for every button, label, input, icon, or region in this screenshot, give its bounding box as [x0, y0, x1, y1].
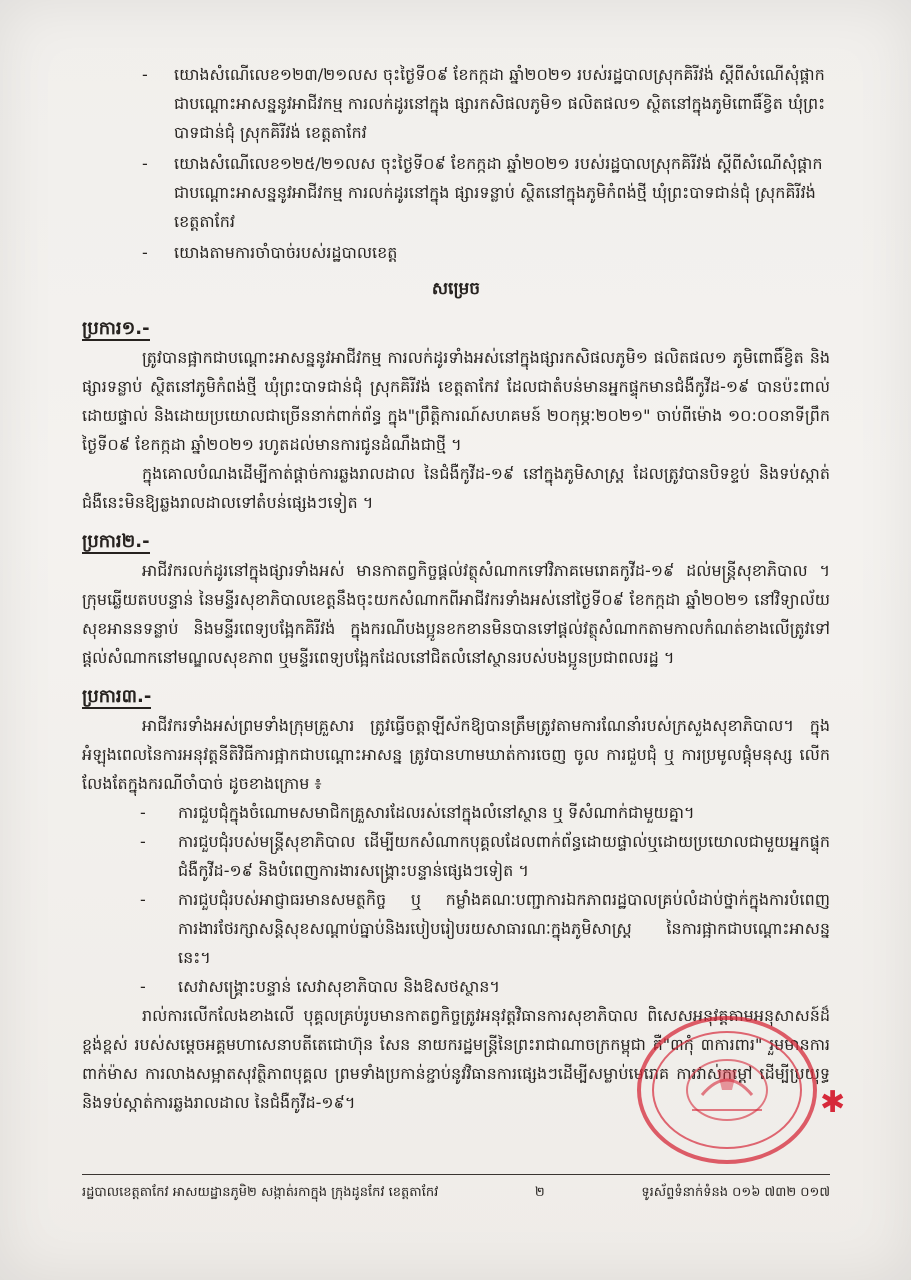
official-seal-icon [632, 1010, 822, 1170]
article-1-title: ប្រការ១.- [82, 318, 150, 339]
footer-address: រដ្ឋបាលខេត្តតាកែវ អាសយដ្ឋានភូមិ២ សង្កាត់រកាក្នុង ក្រុងដូនកែវ ខេត្តតាកែវ [82, 1185, 439, 1200]
page-number: ២ [534, 1185, 545, 1200]
article-2-title: ប្រការ២.- [82, 531, 150, 552]
article-1-paragraph-2: ក្នុងគោលបំណងដើម្បីកាត់ផ្ដាច់ការឆ្លងរាលដាល នៃជំងឺកូវីដ-១៩ នៅក្នុងភូមិសាស្ត្រ ដែលត្រូវបានបិទខ្ទប់ និងទប់ស្កាត់ជំងឺនេះមិនឱ្យឆ្លងរាលដាលទៅតំបន់ផ្សេងៗទៀត ។ [82, 464, 830, 512]
list-item: - ការជួបជុំរបស់អាជ្ញាធរមានសមត្ថកិច្ច ឬ កម្លាំងគណៈបញ្ជាការឯកភាពរដ្ឋបាលគ្រប់លំដាប់ថ្នាក់ក្នុងការបំពេញការងារថែរក្សាសន្តិសុខសណ្តាប់ធ្នាប់និងរបៀបរៀបរយសាធារណៈក្នុងភូមិសាស្ត្រ នៃការផ្អាកជាបណ្ដោះអាសន្ននេះ។ [82, 885, 830, 972]
decision-title: សម្រេច [431, 279, 481, 299]
reference-text-1: យោងសំណើលេខ១២៣/២១លស ចុះថ្ងៃទី០៩ ខែកក្កដា ឆ្នាំ២០២១ របស់រដ្ឋបាលស្រុកគិរីវង់ ស្តីពីសំណើសុំផ្ដាកជាបណ្ដោះអាសន្ននូវអាជីវកម្ម ការលក់ដូរនៅក្នុង ផ្សារកសិផលភូមិ១ ផលិតផល១ ស្ថិតនៅក្នុងភូមិពោធិ៍ខ្វិត ឃុំព្រះបាទជាន់ជុំ ស្រុកគិរីវង់ ខេត្តតាកែវ [174, 65, 826, 142]
article-2-paragraph-1: អាជីវករលក់ដូរនៅក្នុងផ្សារទាំងអស់ មានកាតព្វកិច្ចផ្ដល់វត្ថុសំណាកទៅវិភាគមេរោគកូវីដ-១៩ ដល់មន្ត្រីសុខាភិបាល ។ ក្រុមឆ្លើយតបបន្ទាន់ នៃមន្ទីរសុខាភិបាលខេត្តនឹងចុះយកសំណាកពីអាជីវករទាំងអស់នៅថ្ងៃទី០៩ ខែកក្កដា ឆ្នាំ២០២១ នៅវិទ្យាល័យសុខអាននទន្លាប់ និងមន្ទីរពេទ្យបង្អែកគិរីវង់ ក្នុងករណីបងប្អូនខកខានមិនបានទៅផ្ដល់វត្ថុសំណាកតាមកាលកំណត់ខាងលើត្រូវទៅផ្ដល់សំណាកនៅមណ្ឌលសុខភាព ឬមន្ទីរពេទ្យបង្អែកដែលនៅជិតលំនៅស្ថានរបស់បងប្អូនប្រជាពលរដ្ឋ ។ [82, 561, 830, 667]
article-3-paragraph-2: រាល់ការលើកលែងខាងលើ បុគ្គលគ្រប់រូបមានកាតព្វកិច្ចត្រូវអនុវត្តវិធានការសុខាភិបាល ពិសេសអនុវត្តតាមអនុសាសន៍ដ៏ខ្ពង់ខ្ពស់ របស់សម្ដេចអគ្គមហាសេនាបតីតេជោហ៊ុន សែន នាយករដ្ឋមន្ត្រីនៃព្រះរាជាណាចក្រកម្ពុជា គឺ"៣កុំ ៣ការពារ" រួមមានការពាក់ម៉ាស ការលាងសម្អាតសុវត្ថិភាពបុគ្គល ព្រមទាំងប្រកាន់ខ្ជាប់នូវវិធានការផ្សេងៗដើម្បីសម្លាប់មេរោគ ការវាស់កម្ដៅ ដើម្បីប្រយុទ្ធនិងទប់ស្កាត់ការឆ្លងរាលដាល នៃជំងឺកូវីដ-១៩។ [82, 1006, 830, 1112]
exception-item-2: ការជួបជុំរបស់មន្ត្រីសុខាភិបាល ដើម្បីយកសំណាកបុគ្គលដែលពាក់ព័ន្ធដោយផ្ទាល់ឬដោយប្រយោលជាមួយអ្នកផ្ទុកជំងឺកូវីដ-១៩ និងបំពេញការងារសង្គ្រោះបន្ទាន់ផ្សេងៗទៀត ។ [178, 832, 830, 880]
list-item: - ការជួបជុំរបស់មន្ត្រីសុខាភិបាល ដើម្បីយកសំណាកបុគ្គលដែលពាក់ព័ន្ធដោយផ្ទាល់ឬដោយប្រយោលជាមួយអ្នកផ្ទុកជំងឺកូវីដ-១៩ និងបំពេញការងារសង្គ្រោះបន្ទាន់ផ្សេងៗទៀត ។ [82, 827, 830, 885]
footer-phone: ទូរស័ព្ទទំនាក់ទំនង ០១៦ ៧៣២ ០១៧ [641, 1185, 830, 1200]
exception-item-4: សេវាសង្គ្រោះបន្ទាន់ សេវាសុខាភិបាល និងឱសថស្ថាន។ [178, 977, 500, 996]
exception-item-3: ការជួបជុំរបស់អាជ្ញាធរមានសមត្ថកិច្ច ឬ កម្លាំងគណៈបញ្ជាការឯកភាពរដ្ឋបាលគ្រប់លំដាប់ថ្នាក់ក្នុងការបំពេញការងារថែរក្សាសន្តិសុខសណ្តាប់ធ្នាប់និងរបៀបរៀបរយសាធារណៈក្នុងភូមិសាស្ត្រ នៃការផ្អាកជាបណ្ដោះអាសន្ននេះ។ [178, 890, 830, 967]
reference-bullet: - យោងសំណើលេខ១២៥/២១លស ចុះថ្ងៃទី០៩ ខែកក្កដា ឆ្នាំ២០២១ របស់រដ្ឋបាលស្រុកគិរីវង់ ស្តីពីសំណើសុំផ្ដាកជាបណ្ដោះអាសន្ននូវអាជីវកម្ម ការលក់ដូរនៅក្នុង ផ្សារទន្លាប់ ស្ថិតនៅក្នុងភូមិកំពង់ថ្មី ឃុំព្រះបាទជាន់ជុំ ស្រុកគិរីវង់ ខេត្តតាកែវ [82, 149, 830, 236]
reference-bullet: - យោងសំណើលេខ១២៣/២១លស ចុះថ្ងៃទី០៩ ខែកក្កដា ឆ្នាំ២០២១ របស់រដ្ឋបាលស្រុកគិរីវង់ ស្តីពីសំណើសុំផ្ដាកជាបណ្ដោះអាសន្ននូវអាជីវកម្ម ការលក់ដូរនៅក្នុង ផ្សារកសិផលភូមិ១ ផលិតផល១ ស្ថិតនៅក្នុងភូមិពោធិ៍ខ្វិត ឃុំព្រះបាទជាន់ជុំ ស្រុកគិរីវង់ ខេត្តតាកែវ [82, 60, 830, 147]
reference-bullet: - យោងតាមការចាំបាច់របស់រដ្ឋបាលខេត្ត [82, 238, 830, 267]
document-body [82, 60, 830, 1117]
footer-divider [82, 1174, 830, 1175]
article-3-paragraph-1: អាជីវករទាំងអស់ព្រមទាំងក្រុមគ្រួសារ ត្រូវធ្វើចត្តាឡីស័កឱ្យបានត្រឹមត្រូវតាមការណែនាំរបស់ក្រសួងសុខាភិបាល។ ក្នុងអំឡុងពេលនៃការអនុវត្តនីតិវិធីការផ្អាកជាបណ្ដោះអាសន្ន ត្រូវបានហាមឃាត់ការចេញ ចូល ការជួបជុំ ឬ ការប្រមូលផ្ដុំមនុស្ស លើកលែងតែក្នុងករណីចាំបាច់ ដូចខាងក្រោម ៖ [82, 716, 830, 793]
list-item: - ការជួបជុំក្នុងចំណោមសមាជិកគ្រួសារដែលរស់នៅក្នុងលំនៅស្ថាន ឬ ទីសំណាក់ជាមួយគ្នា។ [82, 798, 830, 827]
page-footer [82, 1184, 830, 1203]
article-3-title: ប្រការ៣.- [82, 686, 152, 707]
reference-text-2: យោងសំណើលេខ១២៥/២១លស ចុះថ្ងៃទី០៩ ខែកក្កដា ឆ្នាំ២០២១ របស់រដ្ឋបាលស្រុកគិរីវង់ ស្តីពីសំណើសុំផ្ដាកជាបណ្ដោះអាសន្ននូវអាជីវកម្ម ការលក់ដូរនៅក្នុង ផ្សារទន្លាប់ ស្ថិតនៅក្នុងភូមិកំពង់ថ្មី ឃុំព្រះបាទជាន់ជុំ ស្រុកគិរីវង់ ខេត្តតាកែវ [174, 154, 823, 231]
seal-star-icon: ✱ [820, 1085, 846, 1120]
article-1-paragraph-1: ត្រូវបានផ្អាកជាបណ្ដោះអាសន្ននូវអាជីវកម្ម ការលក់ដូរទាំងអស់នៅក្នុងផ្សារកសិផលភូមិ១ ផលិតផល១ ភូមិពោធិ៍ខ្វិត និងផ្សារទន្លាប់ ស្ថិតនៅភូមិកំពង់ថ្មី ឃុំព្រះបាទជាន់ជុំ ស្រុកគិរីវង់ ខេត្តតាកែវ ដែលជាតំបន់មានអ្នកផ្ទុកមានជំងឺកូវីដ-១៩ បានប៉ះពាល់ដោយផ្ទាល់ និងដោយប្រយោលជាច្រើននាក់ពាក់ព័ន្ធ ក្នុង"ព្រឹត្តិការណ៍សហគមន៍ ២០កុម្ភៈ២០២១" ចាប់ពីម៉ោង ១០:០០នាទីព្រឹក ថ្ងៃទី០៩ ខែកក្កដា ឆ្នាំ២០២១ រហូតដល់មានការជូនដំណឹងជាថ្មី ។ [82, 348, 830, 454]
list-item: - សេវាសង្គ្រោះបន្ទាន់ សេវាសុខាភិបាល និងឱសថស្ថាន។ [82, 972, 830, 1001]
reference-text-3: យោងតាមការចាំបាច់របស់រដ្ឋបាលខេត្ត [174, 243, 398, 262]
exception-item-1: ការជួបជុំក្នុងចំណោមសមាជិកគ្រួសារដែលរស់នៅក្នុងលំនៅស្ថាន ឬ ទីសំណាក់ជាមួយគ្នា។ [178, 803, 695, 822]
